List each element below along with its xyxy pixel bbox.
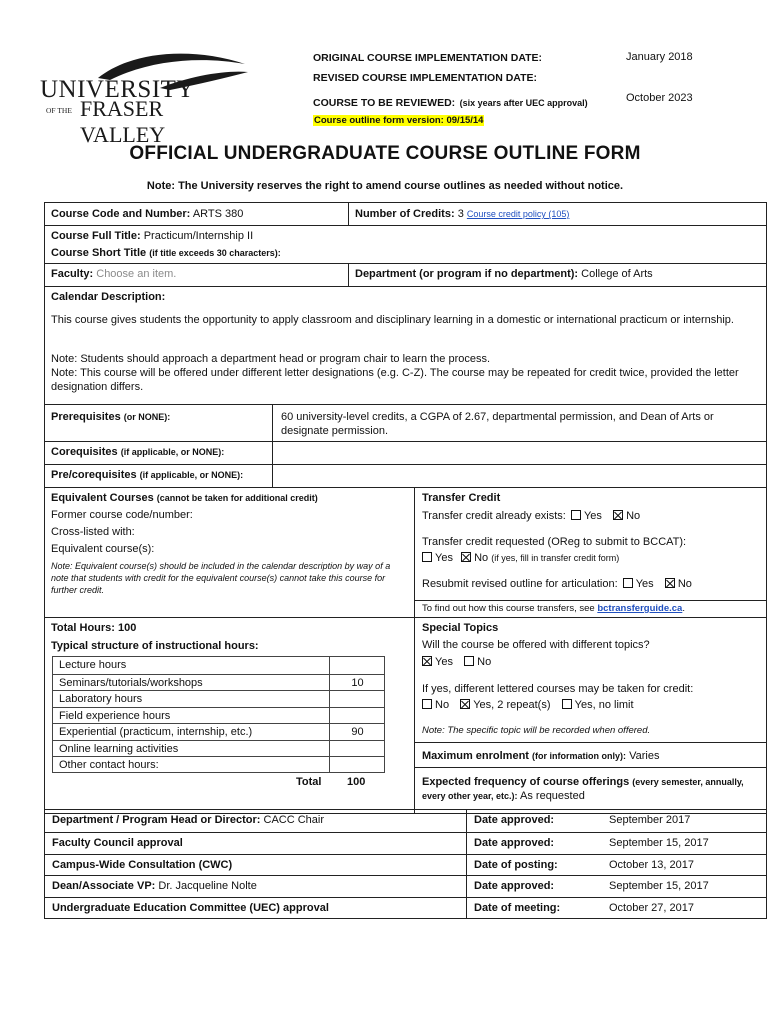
approval-date-value[interactable]: September 2017 <box>609 814 691 826</box>
prereq-note: (or NONE): <box>123 412 171 422</box>
approval-date-label: Date approved: <box>474 880 555 893</box>
transfer-requested-no-checkbox[interactable] <box>461 552 471 562</box>
prereq-label-cell <box>51 411 170 423</box>
approval-date-label: Date of posting: <box>474 858 558 871</box>
calendar-note-1[interactable]: Note: Students should approach a department head or program chair to learn the process. <box>51 353 491 365</box>
resubmit-yes-checkbox[interactable] <box>623 578 633 588</box>
department-label: Department (or program if no department): <box>355 268 579 280</box>
resubmit-yes-label: Yes <box>635 578 654 590</box>
hours-row-label: Online learning activities <box>59 742 179 755</box>
cross-listed-label: Cross-listed with: <box>51 526 135 538</box>
transfer-exists-row <box>422 510 640 522</box>
logo-of-the: OF THE <box>46 106 72 115</box>
special-yes-label: Yes <box>435 656 453 668</box>
resubmit-no-checkbox[interactable] <box>665 578 675 588</box>
calendar-label: Calendar Description: <box>51 291 166 303</box>
frequency-note: (every semester, annually, every other year, etc.): <box>422 777 744 801</box>
lettered-nolimit-label: Yes, no limit <box>574 699 634 711</box>
lettered-no-label: No <box>435 699 450 711</box>
total-hours-value[interactable]: 100 <box>118 622 137 634</box>
approval-row <box>45 810 766 832</box>
resubmit-label: Resubmit revised outline for articulation: <box>422 578 618 590</box>
transfer-requested-label: Transfer credit requested (OReg to submit to BCCAT): <box>422 536 687 548</box>
disclaimer-note: Note: The University reserves the right to amend course outlines as needed without notice. <box>146 180 624 192</box>
bctransferguide-link[interactable]: bctransferguide.ca <box>597 603 683 614</box>
hours-row-label: Lecture hours <box>59 659 127 671</box>
frequency-row <box>422 775 762 803</box>
lettered-courses-row <box>420 699 634 711</box>
equivalent-courses-label: Equivalent course(s): <box>51 543 155 555</box>
former-course-label: Former course code/number: <box>51 509 193 521</box>
short-title-note: (if title exceeds 30 characters): <box>149 248 281 258</box>
precoreq-label: Pre/corequisites <box>51 469 137 481</box>
max-enrolment-label: Maximum enrolment <box>422 750 529 762</box>
short-title-label: Course Short Title <box>51 247 147 259</box>
lettered-nolimit-checkbox[interactable] <box>562 699 572 709</box>
hours-row <box>53 690 384 707</box>
course-code-cell <box>51 208 243 220</box>
special-topics-label: Special Topics <box>422 622 499 634</box>
approval-date-label: Date of meeting: <box>474 902 561 915</box>
find-transfer-row <box>422 603 685 614</box>
review-value[interactable]: October 2023 <box>626 92 693 104</box>
transfer-requested-note: (if yes, fill in transfer credit form) <box>491 553 620 563</box>
approval-row <box>45 832 766 854</box>
hours-row-value[interactable]: 10 <box>351 676 364 689</box>
hours-table <box>52 656 385 773</box>
max-enrolment-note: (for information only): <box>532 751 627 761</box>
special-topics-question: Will the course be offered with different topics? <box>422 639 650 651</box>
approval-row <box>45 875 766 897</box>
review-line <box>313 93 588 111</box>
transfer-exists-no-label: No <box>626 510 641 522</box>
coreq-label: Corequisites <box>51 446 118 458</box>
original-date-label: ORIGINAL COURSE IMPLEMENTATION DATE: <box>313 52 543 64</box>
review-note: (six years after UEC approval) <box>459 98 588 108</box>
hours-row-label: Field experience hours <box>59 709 171 722</box>
special-topics-choice-row <box>420 656 491 668</box>
hours-row <box>53 756 384 773</box>
equivalent-label: Equivalent Courses <box>51 492 154 504</box>
approvals-table <box>44 809 767 919</box>
prereq-value[interactable]: 60 university-level credits, a CGPA of 2.67, departmental permission, and Dean of Arts or designate permission. <box>281 411 714 437</box>
revised-date-label: REVISED COURSE IMPLEMENTATION DATE: <box>313 72 538 84</box>
university-logo <box>40 48 250 147</box>
full-title-value[interactable]: Practicum/Internship II <box>143 230 254 242</box>
resubmit-no-label: No <box>677 578 692 590</box>
hours-row <box>53 657 384 674</box>
credits-value[interactable]: 3 <box>457 208 464 220</box>
approval-date-value[interactable]: October 27, 2017 <box>609 902 695 915</box>
approval-date-value[interactable]: September 15, 2017 <box>609 836 709 849</box>
precoreq-label-cell <box>51 469 243 481</box>
approval-date-value[interactable]: September 15, 2017 <box>609 880 709 893</box>
special-topics-italic-note: Note: The specific topic will be recorded when offered. <box>422 725 651 736</box>
version-text: Course outline form version: 09/15/14 <box>314 115 484 126</box>
structure-label: Typical structure of instructional hours: <box>51 640 259 652</box>
approval-date-value[interactable]: October 13, 2017 <box>609 858 695 871</box>
hours-row-label: Seminars/tutorials/workshops <box>59 676 203 689</box>
department-value[interactable]: College of Arts <box>581 268 653 280</box>
hours-row <box>53 707 384 724</box>
approval-label: Faculty Council approval <box>52 836 183 849</box>
transfer-credit-label: Transfer Credit <box>422 492 501 504</box>
original-date-value[interactable]: January 2018 <box>626 51 693 63</box>
equivalent-italic-note: Note: Equivalent course(s) should be included in the calendar description by way of a note that students with credit for the equivalent course(s) cannot take this course for further credit. <box>51 561 391 595</box>
version-badge <box>313 110 484 128</box>
approval-date-label: Date approved: <box>474 814 555 826</box>
frequency-label: Expected frequency of course offerings <box>422 776 630 788</box>
total-hours-row <box>51 622 136 634</box>
transfer-exists-no-checkbox[interactable] <box>613 510 623 520</box>
find-transfer-period: . <box>682 603 685 614</box>
total-hours-label: Total Hours: <box>51 622 115 634</box>
department-cell <box>355 268 653 280</box>
equivalent-note: (cannot be taken for additional credit) <box>156 493 318 503</box>
approval-label: Campus-Wide Consultation (CWC) <box>52 858 233 871</box>
lettered-repeat-label: Yes, 2 repeat(s) <box>473 699 551 711</box>
max-enrolment-value[interactable]: Varies <box>629 750 660 762</box>
transfer-requested-no-label: No <box>474 552 489 564</box>
special-yes-checkbox[interactable] <box>422 656 432 666</box>
resubmit-row <box>422 578 692 590</box>
hours-row-label: Laboratory hours <box>59 693 143 705</box>
approval-label: Dean/Associate VP: <box>52 880 156 893</box>
faculty-dropdown[interactable]: Choose an item. <box>96 268 177 280</box>
credit-policy-link[interactable]: Course credit policy (105) <box>466 209 570 219</box>
approval-label: Department / Program Head or Director: <box>52 814 261 826</box>
hours-total-label: Total <box>296 776 322 788</box>
transfer-requested-yes-label: Yes <box>435 552 453 564</box>
prereq-label: Prerequisites <box>51 411 121 423</box>
review-label: COURSE TO BE REVIEWED: <box>313 97 456 109</box>
lettered-courses-label: If yes, different lettered courses may be taken for credit: <box>422 683 694 695</box>
approval-value[interactable]: CACC Chair <box>263 814 325 826</box>
coreq-note: (if applicable, or NONE): <box>120 447 225 457</box>
special-no-checkbox[interactable] <box>464 656 474 666</box>
frequency-value[interactable]: As requested <box>520 790 585 802</box>
hours-row <box>53 674 384 691</box>
lettered-no-checkbox[interactable] <box>422 699 432 709</box>
full-title-label: Course Full Title: <box>51 230 141 242</box>
credits-cell <box>355 208 569 220</box>
page-title: OFFICIAL UNDERGRADUATE COURSE OUTLINE FORM <box>129 143 641 164</box>
hours-row-label: Other contact hours: <box>59 759 159 771</box>
coreq-value-field[interactable] <box>273 442 766 464</box>
course-code-value[interactable]: ARTS 380 <box>192 208 244 220</box>
logo-fraser-valley: FRASER VALLEY <box>80 96 166 147</box>
calendar-note-2[interactable]: Note: This course will be offered under different letter designations (e.g. C-Z). The course may be repeated for credit twice, provided the letter designation differs. <box>51 367 739 393</box>
transfer-exists-yes-label: Yes <box>583 510 602 522</box>
full-title-cell <box>51 230 253 242</box>
hours-row-label: Experiential (practicum, internship, etc.) <box>59 726 253 738</box>
hours-total-value[interactable]: 100 <box>347 776 366 788</box>
approval-row <box>45 854 766 876</box>
precoreq-note: (if applicable, or NONE): <box>139 470 244 480</box>
credits-label: Number of Credits: <box>355 208 455 220</box>
equivalent-header <box>51 492 318 504</box>
approval-row <box>45 897 766 919</box>
faculty-cell <box>51 268 176 280</box>
logo-university: UNIVERSITY <box>40 76 195 103</box>
hours-row <box>53 723 384 740</box>
approval-date-label: Date approved: <box>474 836 555 849</box>
max-enrolment-row <box>422 750 659 762</box>
lettered-repeat-checkbox[interactable] <box>460 699 470 709</box>
course-code-label: Course Code and Number: <box>51 208 191 220</box>
short-title-cell <box>51 247 281 259</box>
coreq-label-cell <box>51 446 224 458</box>
approval-label: Undergraduate Education Committee (UEC) approval <box>52 902 329 915</box>
approval-value[interactable]: Dr. Jacqueline Nolte <box>158 880 257 893</box>
transfer-exists-label: Transfer credit already exists: <box>422 510 566 522</box>
transfer-requested-yes-checkbox[interactable] <box>422 552 432 562</box>
faculty-label: Faculty: <box>51 268 94 280</box>
calendar-paragraph-1[interactable]: This course gives students the opportunity to apply classroom and disciplinary learning in a domestic or international practicum or internship. <box>51 314 734 326</box>
hours-row-value[interactable]: 90 <box>351 726 364 738</box>
transfer-requested-row <box>420 552 619 564</box>
transfer-exists-yes-checkbox[interactable] <box>571 510 581 520</box>
special-no-label: No <box>477 656 492 668</box>
precoreq-value-field[interactable] <box>273 465 766 487</box>
find-transfer-text: To find out how this course transfers, see <box>422 603 595 614</box>
hours-row <box>53 740 384 757</box>
